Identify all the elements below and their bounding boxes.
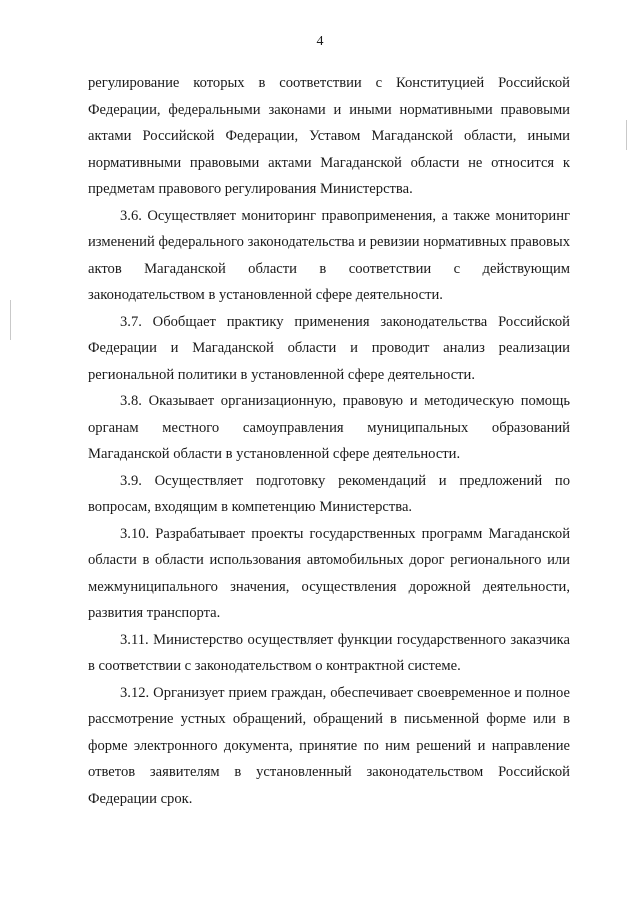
scan-mark-left — [10, 300, 11, 340]
paragraph-3-6: 3.6. Осуществляет мониторинг правоприменения, а также мониторинг изменений федерального законодательства и ревизии нормативных правовых актов Магаданской области в соответствии с действующим законодательством в установленной сфере деятельности. — [88, 207, 570, 303]
paragraph-3-10: 3.10. Разрабатывает проекты государственных программ Магаданской области в области использования автомобильных дорог регионального или межмуниципального значения, осуществления дорожной деятельности, развития транспорта. — [88, 525, 570, 621]
document-body — [88, 70, 570, 812]
paragraph-3-12: 3.12. Организует прием граждан, обеспечивает своевременное и полное рассмотрение устных обращений, обращений в письменной форме или в форме электронного документа, принятие по ним решений и направление ответов заявителям в установленный законодательством Российской Федерации срок. — [88, 684, 570, 807]
paragraph-3-7: 3.7. Обобщает практику применения законодательства Российской Федерации и Магаданской области и проводит анализ реализации региональной политики в установленной сфере деятельности. — [88, 313, 570, 383]
paragraph-3-11: 3.11. Министерство осуществляет функции государственного заказчика в соответствии с законодательством о контрактной системе. — [88, 631, 570, 674]
paragraph-3-9: 3.9. Осуществляет подготовку рекомендаций и предложений по вопросам, входящим в компетенцию Министерства. — [88, 472, 570, 515]
page-number: 4 — [316, 34, 324, 49]
paragraph-3-8: 3.8. Оказывает организационную, правовую и методическую помощь органам местного самоуправления муниципальных образований Магаданской области в установленной сфере деятельности. — [88, 393, 570, 462]
scan-mark-right — [626, 120, 627, 150]
paragraph-continuation: регулирование которых в соответствии с Конституцией Российской Федерации, федеральными законами и иными нормативными правовыми актами Российской Федерации, Уставом Магаданской области, иными нормативными правовыми актами Магаданской области не относится к предметам правового регулирования Министерства. — [88, 75, 570, 197]
